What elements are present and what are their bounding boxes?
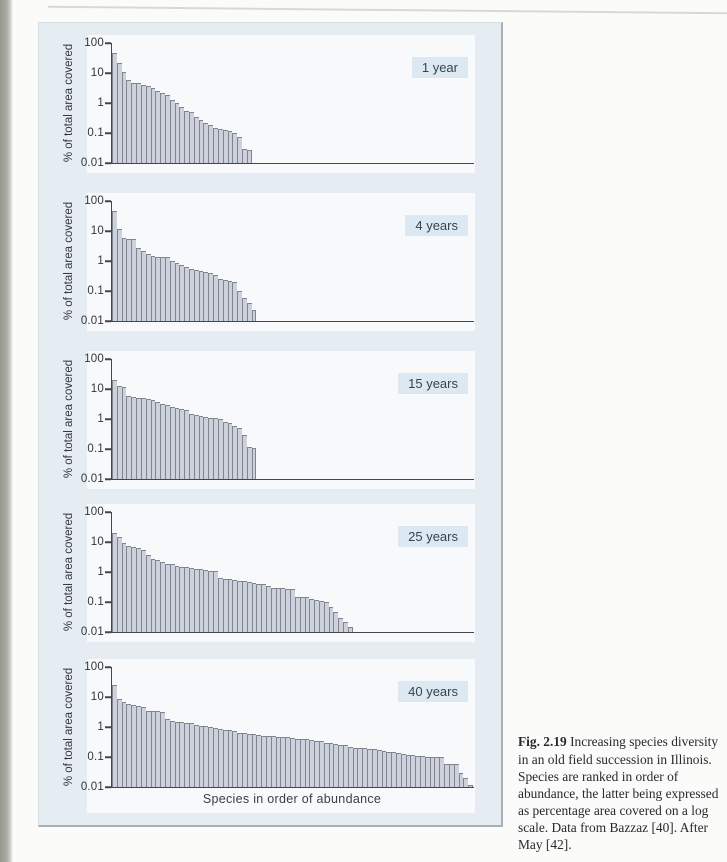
y-tick-label: 100 bbox=[84, 195, 104, 207]
bar bbox=[252, 448, 257, 479]
scan-gutter-edge bbox=[0, 0, 13, 862]
y-axis-label: % of total area covered bbox=[63, 201, 75, 321]
y-tick-label: 10 bbox=[90, 67, 104, 79]
bar bbox=[468, 785, 473, 787]
y-tick-label: 1 bbox=[97, 255, 104, 267]
y-tick-label: 1 bbox=[97, 97, 104, 109]
y-tick-label: 100 bbox=[84, 353, 104, 365]
y-tick-label: 10 bbox=[90, 536, 104, 548]
plot-area-15-years bbox=[111, 359, 474, 480]
y-tick-label: 0.01 bbox=[80, 626, 104, 638]
figure-caption bbox=[518, 733, 719, 853]
chart-card-1-year bbox=[63, 35, 475, 173]
y-tick-label: 0.01 bbox=[80, 781, 104, 793]
chart-card-40-years bbox=[63, 659, 475, 813]
y-axis-label: % of total area covered bbox=[63, 667, 75, 787]
bar bbox=[348, 627, 353, 632]
y-tick-label: 10 bbox=[90, 691, 104, 703]
y-axis-label: % of total area covered bbox=[63, 359, 75, 479]
y-axis-label: % of total area covered bbox=[63, 43, 75, 163]
plot-area-1-year bbox=[111, 43, 474, 164]
plot-area-40-years bbox=[111, 667, 474, 788]
plot-area-25-years bbox=[111, 512, 474, 633]
year-badge: 4 years bbox=[405, 215, 468, 236]
chart-card-25-years bbox=[63, 504, 475, 642]
y-tick-label: 0.01 bbox=[80, 157, 104, 169]
y-tick-label: 0.1 bbox=[87, 751, 104, 763]
y-tick-label: 1 bbox=[97, 566, 104, 578]
y-tick-label: 10 bbox=[90, 383, 104, 395]
y-tick-label: 100 bbox=[84, 661, 104, 673]
y-tick-label: 0.1 bbox=[87, 285, 104, 297]
y-tick-label: 100 bbox=[84, 506, 104, 518]
year-badge: 25 years bbox=[398, 526, 468, 547]
year-badge: 1 year bbox=[412, 57, 468, 78]
bars-25-years bbox=[112, 533, 353, 632]
figure-caption-text: Increasing species diversity in an old field succession in Illinois. Species are ranked in order of abundance, the latter being expressed as percentage area covered on a log scale. Data from Bazzaz [40]. After May [42]. bbox=[518, 734, 719, 853]
bars-40-years bbox=[112, 685, 473, 787]
x-axis-label: Species in order of abundance bbox=[202, 792, 382, 806]
bars-1-year bbox=[112, 53, 252, 163]
figure-caption-number: Fig. 2.19 bbox=[518, 734, 567, 750]
figure-panel bbox=[38, 22, 503, 827]
y-tick-label: 1 bbox=[97, 413, 104, 425]
y-tick-label: 0.1 bbox=[87, 443, 104, 455]
y-tick-label: 0.1 bbox=[87, 127, 104, 139]
chart-card-15-years bbox=[63, 351, 475, 489]
y-tick-label: 0.1 bbox=[87, 596, 104, 608]
y-tick-label: 100 bbox=[84, 37, 104, 49]
bars-4-years bbox=[112, 211, 256, 321]
bars-15-years bbox=[112, 380, 256, 479]
year-badge: 15 years bbox=[398, 373, 468, 394]
chart-card-4-years bbox=[63, 193, 475, 331]
y-tick-label: 1 bbox=[97, 721, 104, 733]
year-badge: 40 years bbox=[398, 681, 468, 702]
plot-area-4-years bbox=[111, 201, 474, 322]
bar bbox=[247, 150, 252, 163]
y-tick-label: 10 bbox=[90, 225, 104, 237]
scan-artifact-line bbox=[48, 6, 727, 14]
y-tick-label: 0.01 bbox=[80, 315, 104, 327]
y-axis-label: % of total area covered bbox=[63, 512, 75, 632]
y-tick-label: 0.01 bbox=[80, 473, 104, 485]
bar bbox=[252, 310, 257, 321]
